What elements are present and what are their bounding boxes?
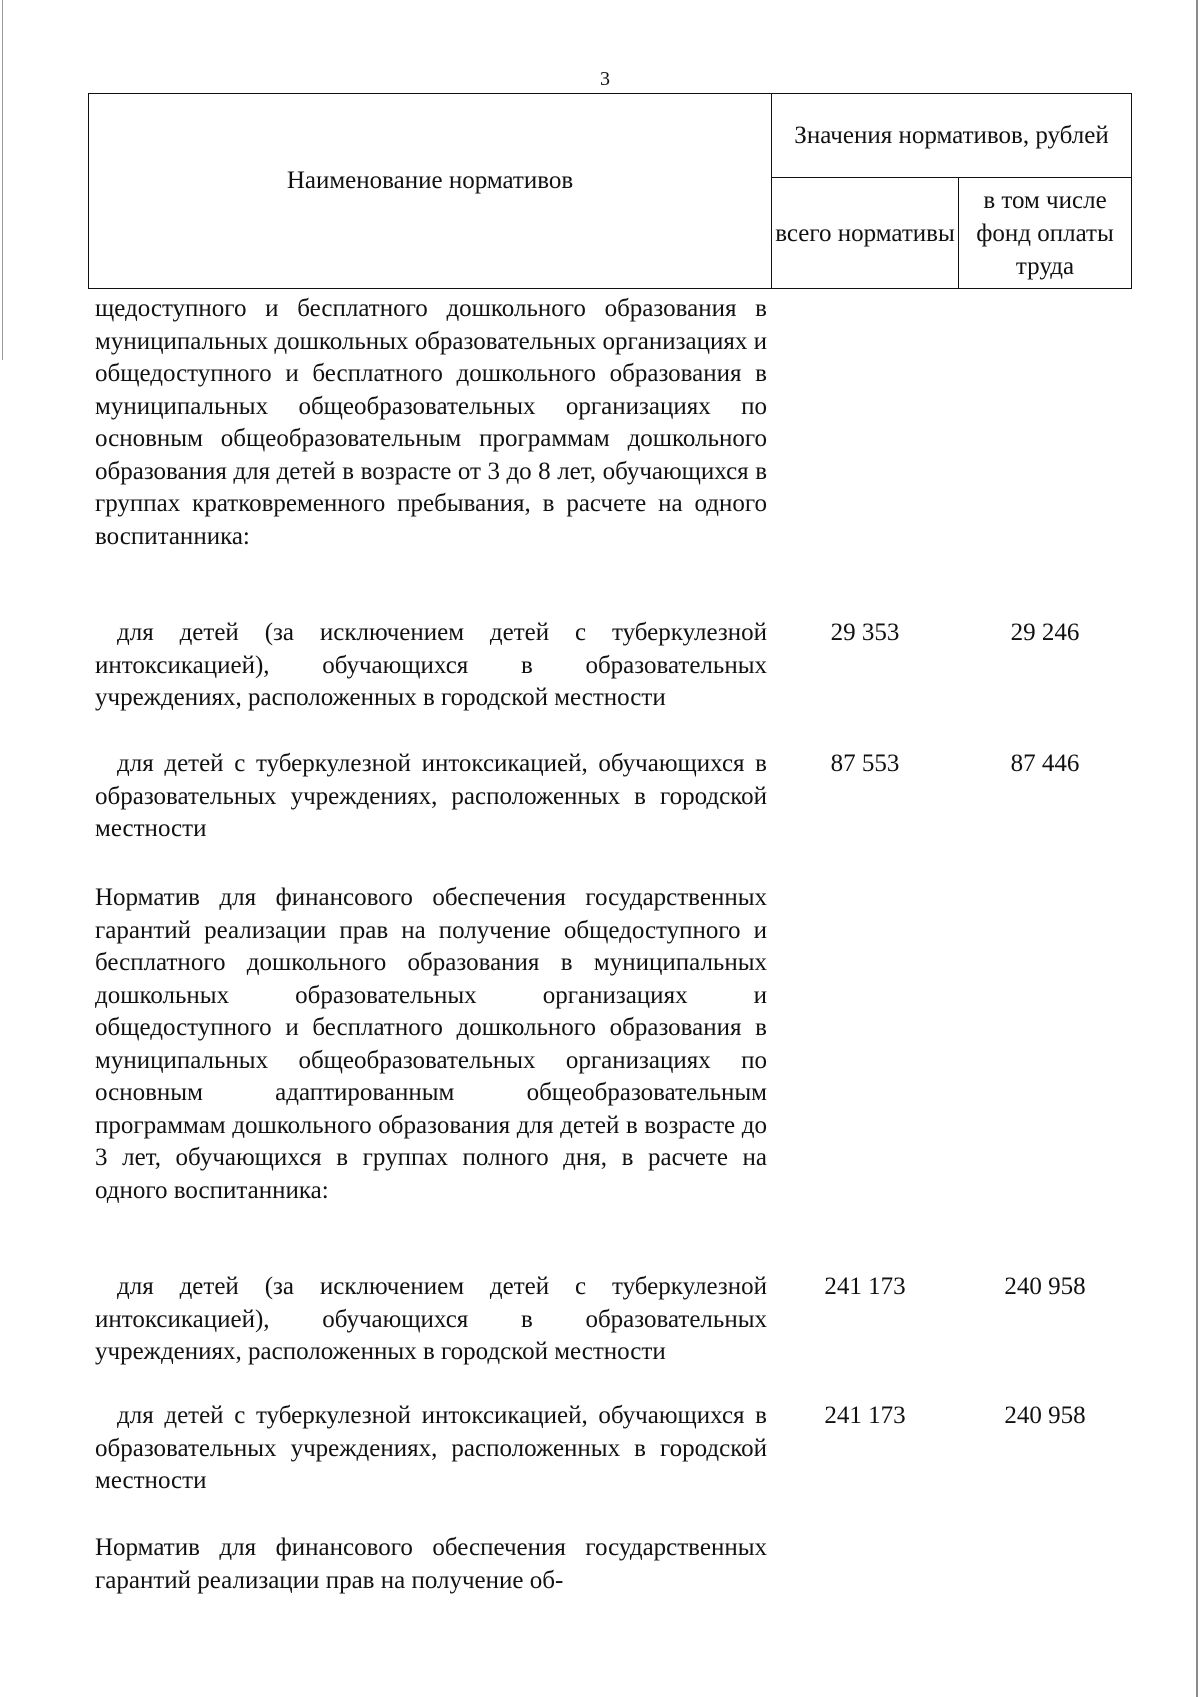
row-total-value: 29 353 <box>830 619 900 646</box>
row-text: Норматив для финансового обеспечения государственных гарантий реализации прав на получение об- <box>95 1534 767 1594</box>
row-fund-value: 87 446 <box>1010 750 1080 777</box>
row-total-value: 241 173 <box>824 1402 906 1429</box>
header-total-column: всего нормативы <box>772 178 959 288</box>
row-fund-value: 240 958 <box>1004 1402 1086 1429</box>
row-fund-value: 29 246 <box>1010 619 1080 646</box>
row-text: для детей (за исключением детей с туберкулезной интоксикацией), обучающихся в образовательных учреждениях, расположенных в городской местности <box>95 1273 767 1365</box>
row-text: для детей (за исключением детей с туберкулезной интоксикацией), обучающихся в образовательных учреждениях, расположенных в городской местности <box>95 619 767 711</box>
row-total-value: 241 173 <box>824 1273 906 1300</box>
row-text: для детей с туберкулезной интоксикацией, обучающихся в образовательных учреждениях, расположенных в городской местности <box>95 1402 767 1494</box>
row-text: щедоступного и бесплатного дошкольного образования в муниципальных дошкольных образовательных организациях и общедоступного и бесплатного дошкольного образования в муниципальных общеобразовательных организациях по основным общеобразовательным программам дошкольного образования для детей в возрасте от 3 до 8 лет, обучающихся в группах кратковременного пребывания, в расчете на одного воспитанника: <box>95 295 767 550</box>
page-number: 3 <box>600 68 610 90</box>
header-values-group: Значения нормативов, рублей <box>772 94 1131 178</box>
scan-edge-left <box>2 0 3 360</box>
table-header <box>88 93 1132 289</box>
row-text: Норматив для финансового обеспечения государственных гарантий реализации прав на получение общедоступного и бесплатного дошкольного образования в муниципальных дошкольных образовательных организациях и общедоступного и бесплатного дошкольного образования в муниципальных общеобразовательных организациях по основным адаптированным общеобразовательным программам дошкольного образования для детей в возрасте до 3 лет, обучающихся в группах полного дня, в расчете на одного воспитанника: <box>95 884 767 1204</box>
row-total-value: 87 553 <box>830 750 900 777</box>
row-fund-value: 240 958 <box>1004 1273 1086 1300</box>
header-name-column: Наименование нормативов <box>89 94 772 288</box>
header-fund-column: в том числе фонд оплаты труда <box>976 186 1114 280</box>
scan-edge-right <box>1196 0 1198 1697</box>
row-text: для детей с туберкулезной интоксикацией, обучающихся в образовательных учреждениях, расположенных в городской местности <box>95 750 767 842</box>
